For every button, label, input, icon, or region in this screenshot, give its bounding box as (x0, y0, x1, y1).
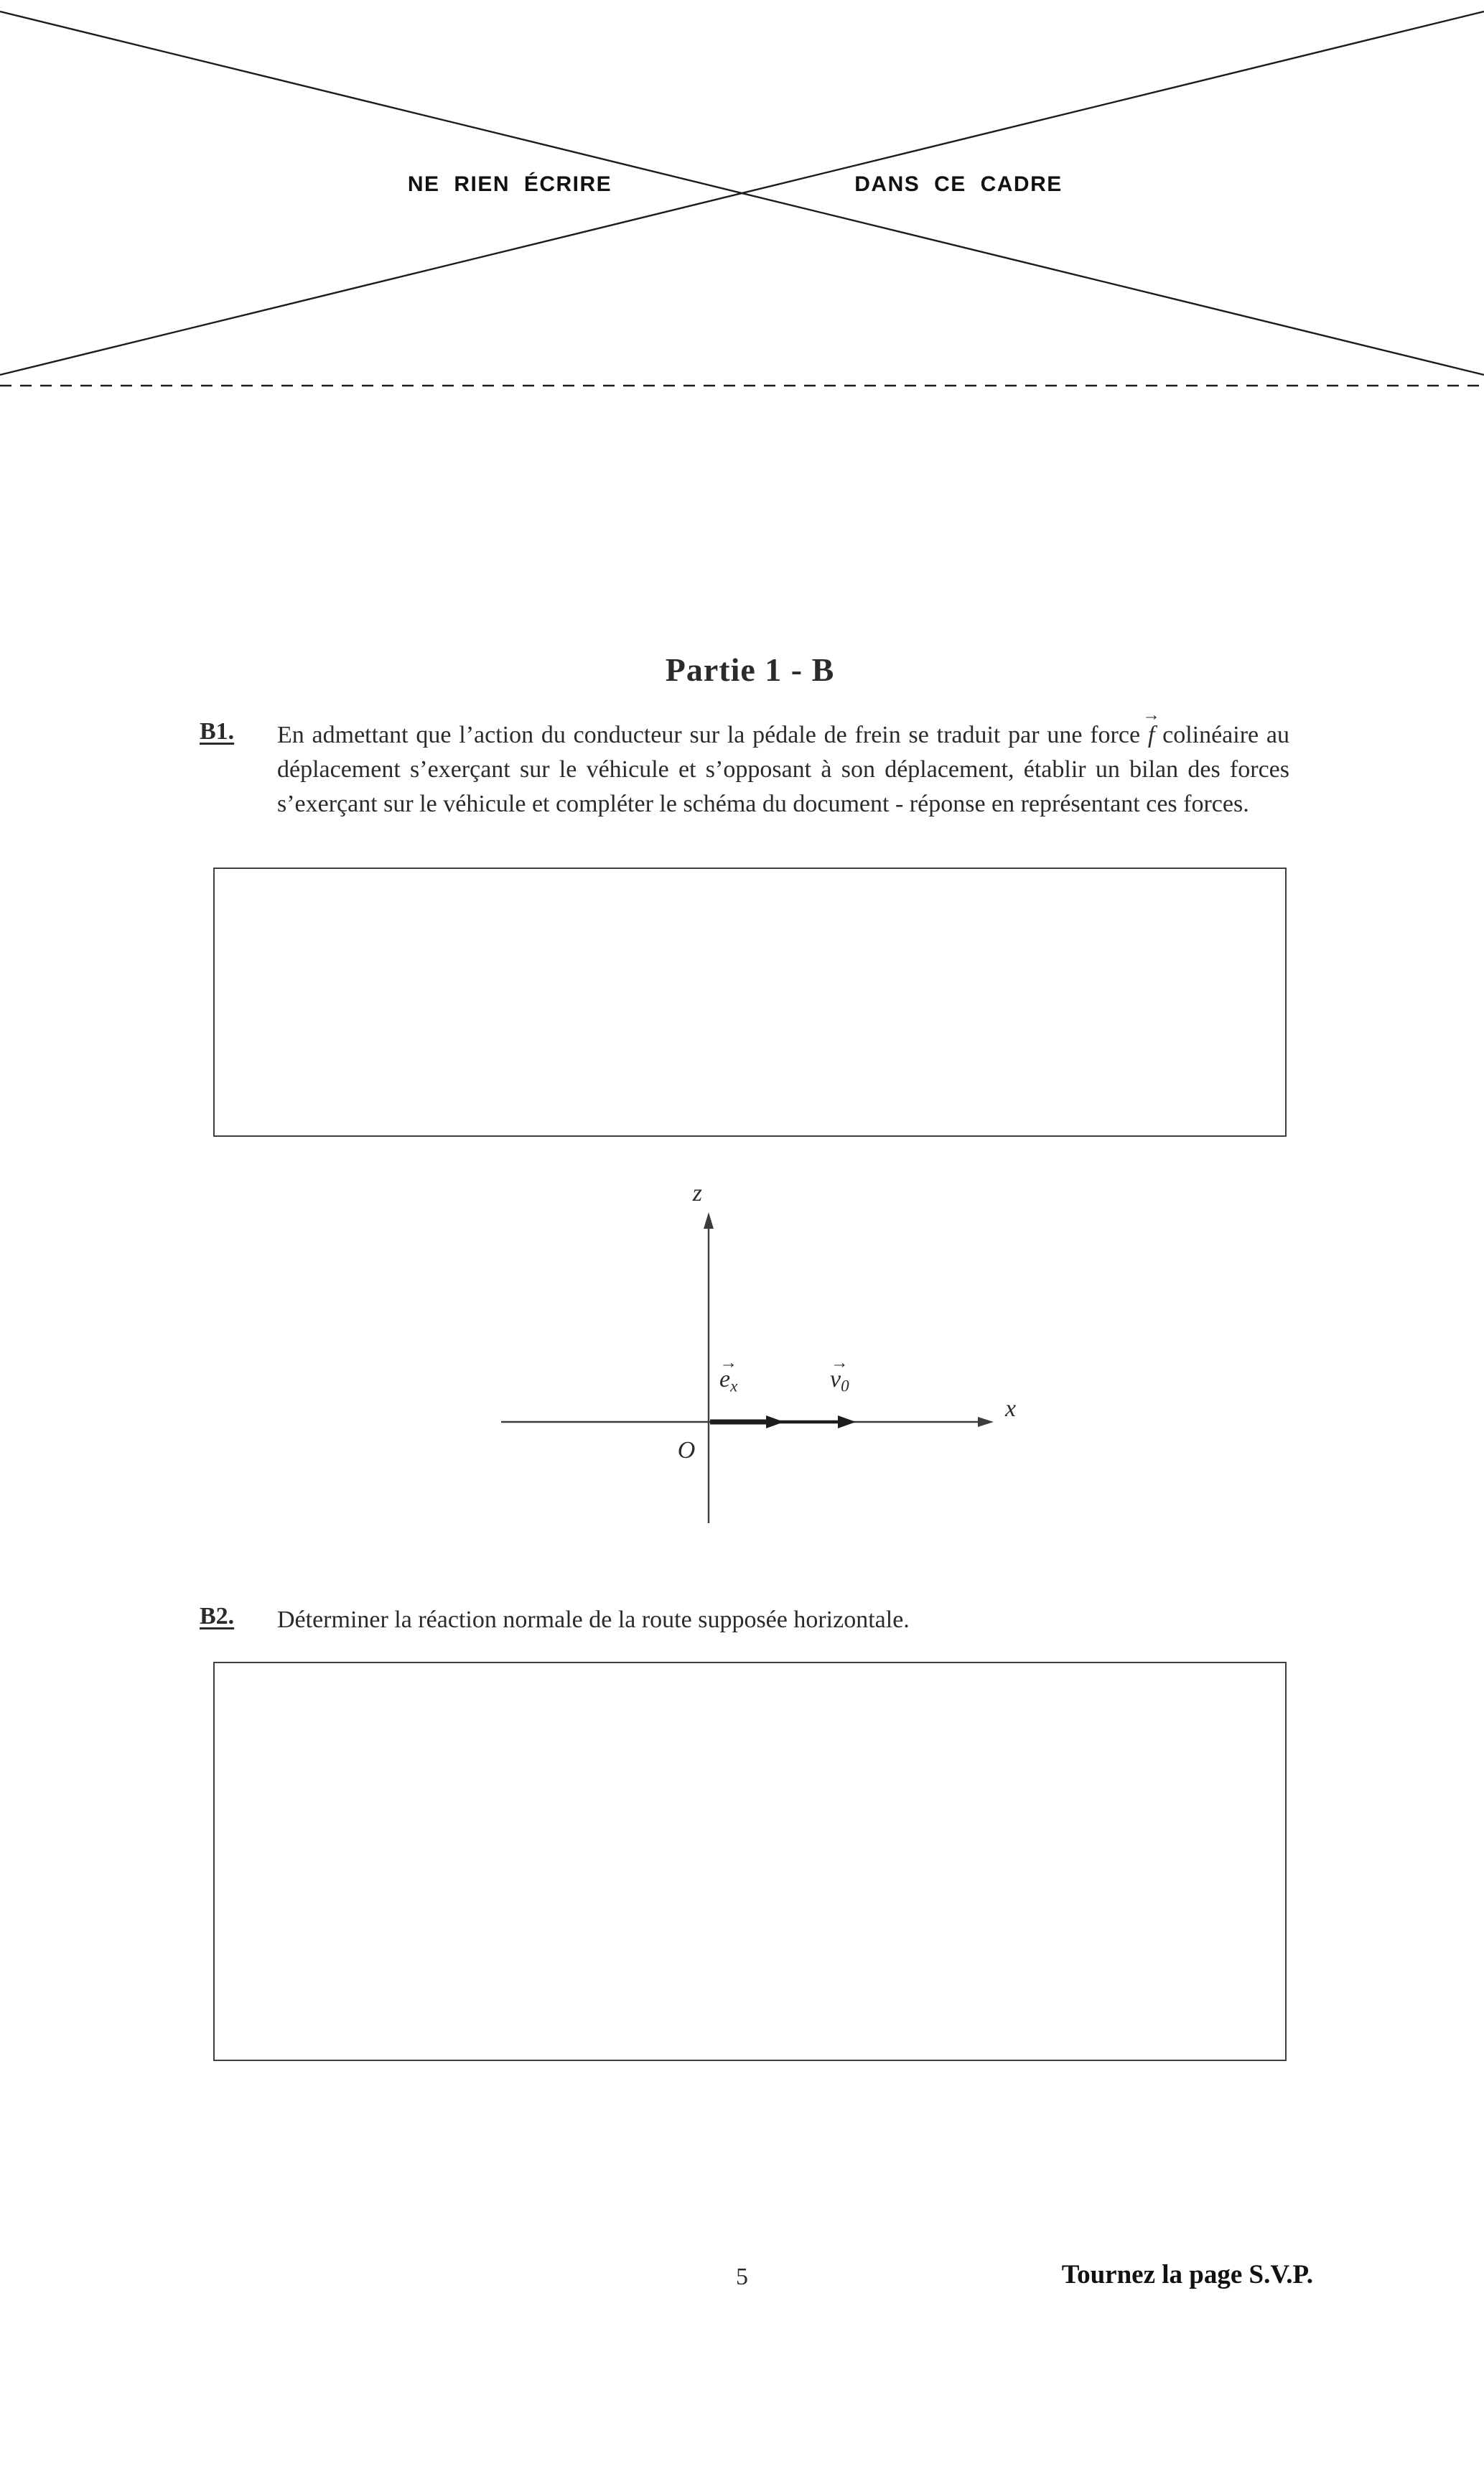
v0-vector-letter: v (830, 1366, 841, 1392)
turn-page-note: Tournez la page S.V.P. (1061, 2260, 1313, 2289)
f-vector-symbol (1142, 704, 1160, 753)
vector-arrow-icon: → (719, 1352, 737, 1372)
v0-vector-subscript: 0 (841, 1377, 849, 1396)
v0-vector-label (830, 1352, 849, 1396)
answer-box-b1 (213, 868, 1287, 1137)
frame-label-dans-ce-cadre: DANS CE CADRE (854, 172, 1063, 196)
frame-label-ne-rien-ecrire: NE RIEN ÉCRIRE (407, 172, 612, 196)
ex-vector-subscript: x (730, 1377, 738, 1396)
do-not-write-frame (0, 0, 1484, 395)
vector-arrow-icon: → (831, 1352, 849, 1372)
vector-arrow-icon: → (1142, 704, 1160, 725)
ex-vector-arrowhead-icon (766, 1415, 784, 1428)
question-b1-label: B1. (200, 718, 235, 745)
question-b2-label: B2. (200, 1603, 235, 1629)
z-axis-arrowhead-icon (704, 1212, 714, 1229)
ex-vector-symbol (719, 1352, 738, 1396)
question-b2-text: Déterminer la réaction normale de la route supposée horizontale. (277, 1606, 910, 1633)
section-title: Partie 1 - B (665, 651, 835, 688)
ex-vector-label (719, 1352, 738, 1396)
answer-box-b2 (213, 1662, 1287, 2061)
question-b1-text (277, 704, 1290, 822)
question-b1-text-before: En admettant que l’action du conducteur sur la pédale de frein se traduit par une force (277, 722, 1141, 748)
axes-diagram (431, 1163, 1048, 1544)
x-axis-label: x (1005, 1395, 1017, 1422)
v0-vector-symbol (830, 1352, 849, 1396)
v0-vector-arrowhead-icon (838, 1415, 856, 1428)
ex-vector-letter: e (719, 1366, 731, 1392)
question-b1-text-after: colinéaire au déplacement s’exerçant sur le véhicule et s’opposant à son déplacement, établir un bilan des forces s’exerçant sur le véhicule et compléter le schéma du document - réponse en représentant ces forces. (277, 722, 1290, 817)
z-axis-label: z (692, 1180, 702, 1206)
f-vector-letter: f (1147, 722, 1155, 748)
origin-label: O (677, 1437, 696, 1464)
x-axis-arrowhead-icon (978, 1417, 994, 1427)
page-number: 5 (736, 2264, 748, 2290)
